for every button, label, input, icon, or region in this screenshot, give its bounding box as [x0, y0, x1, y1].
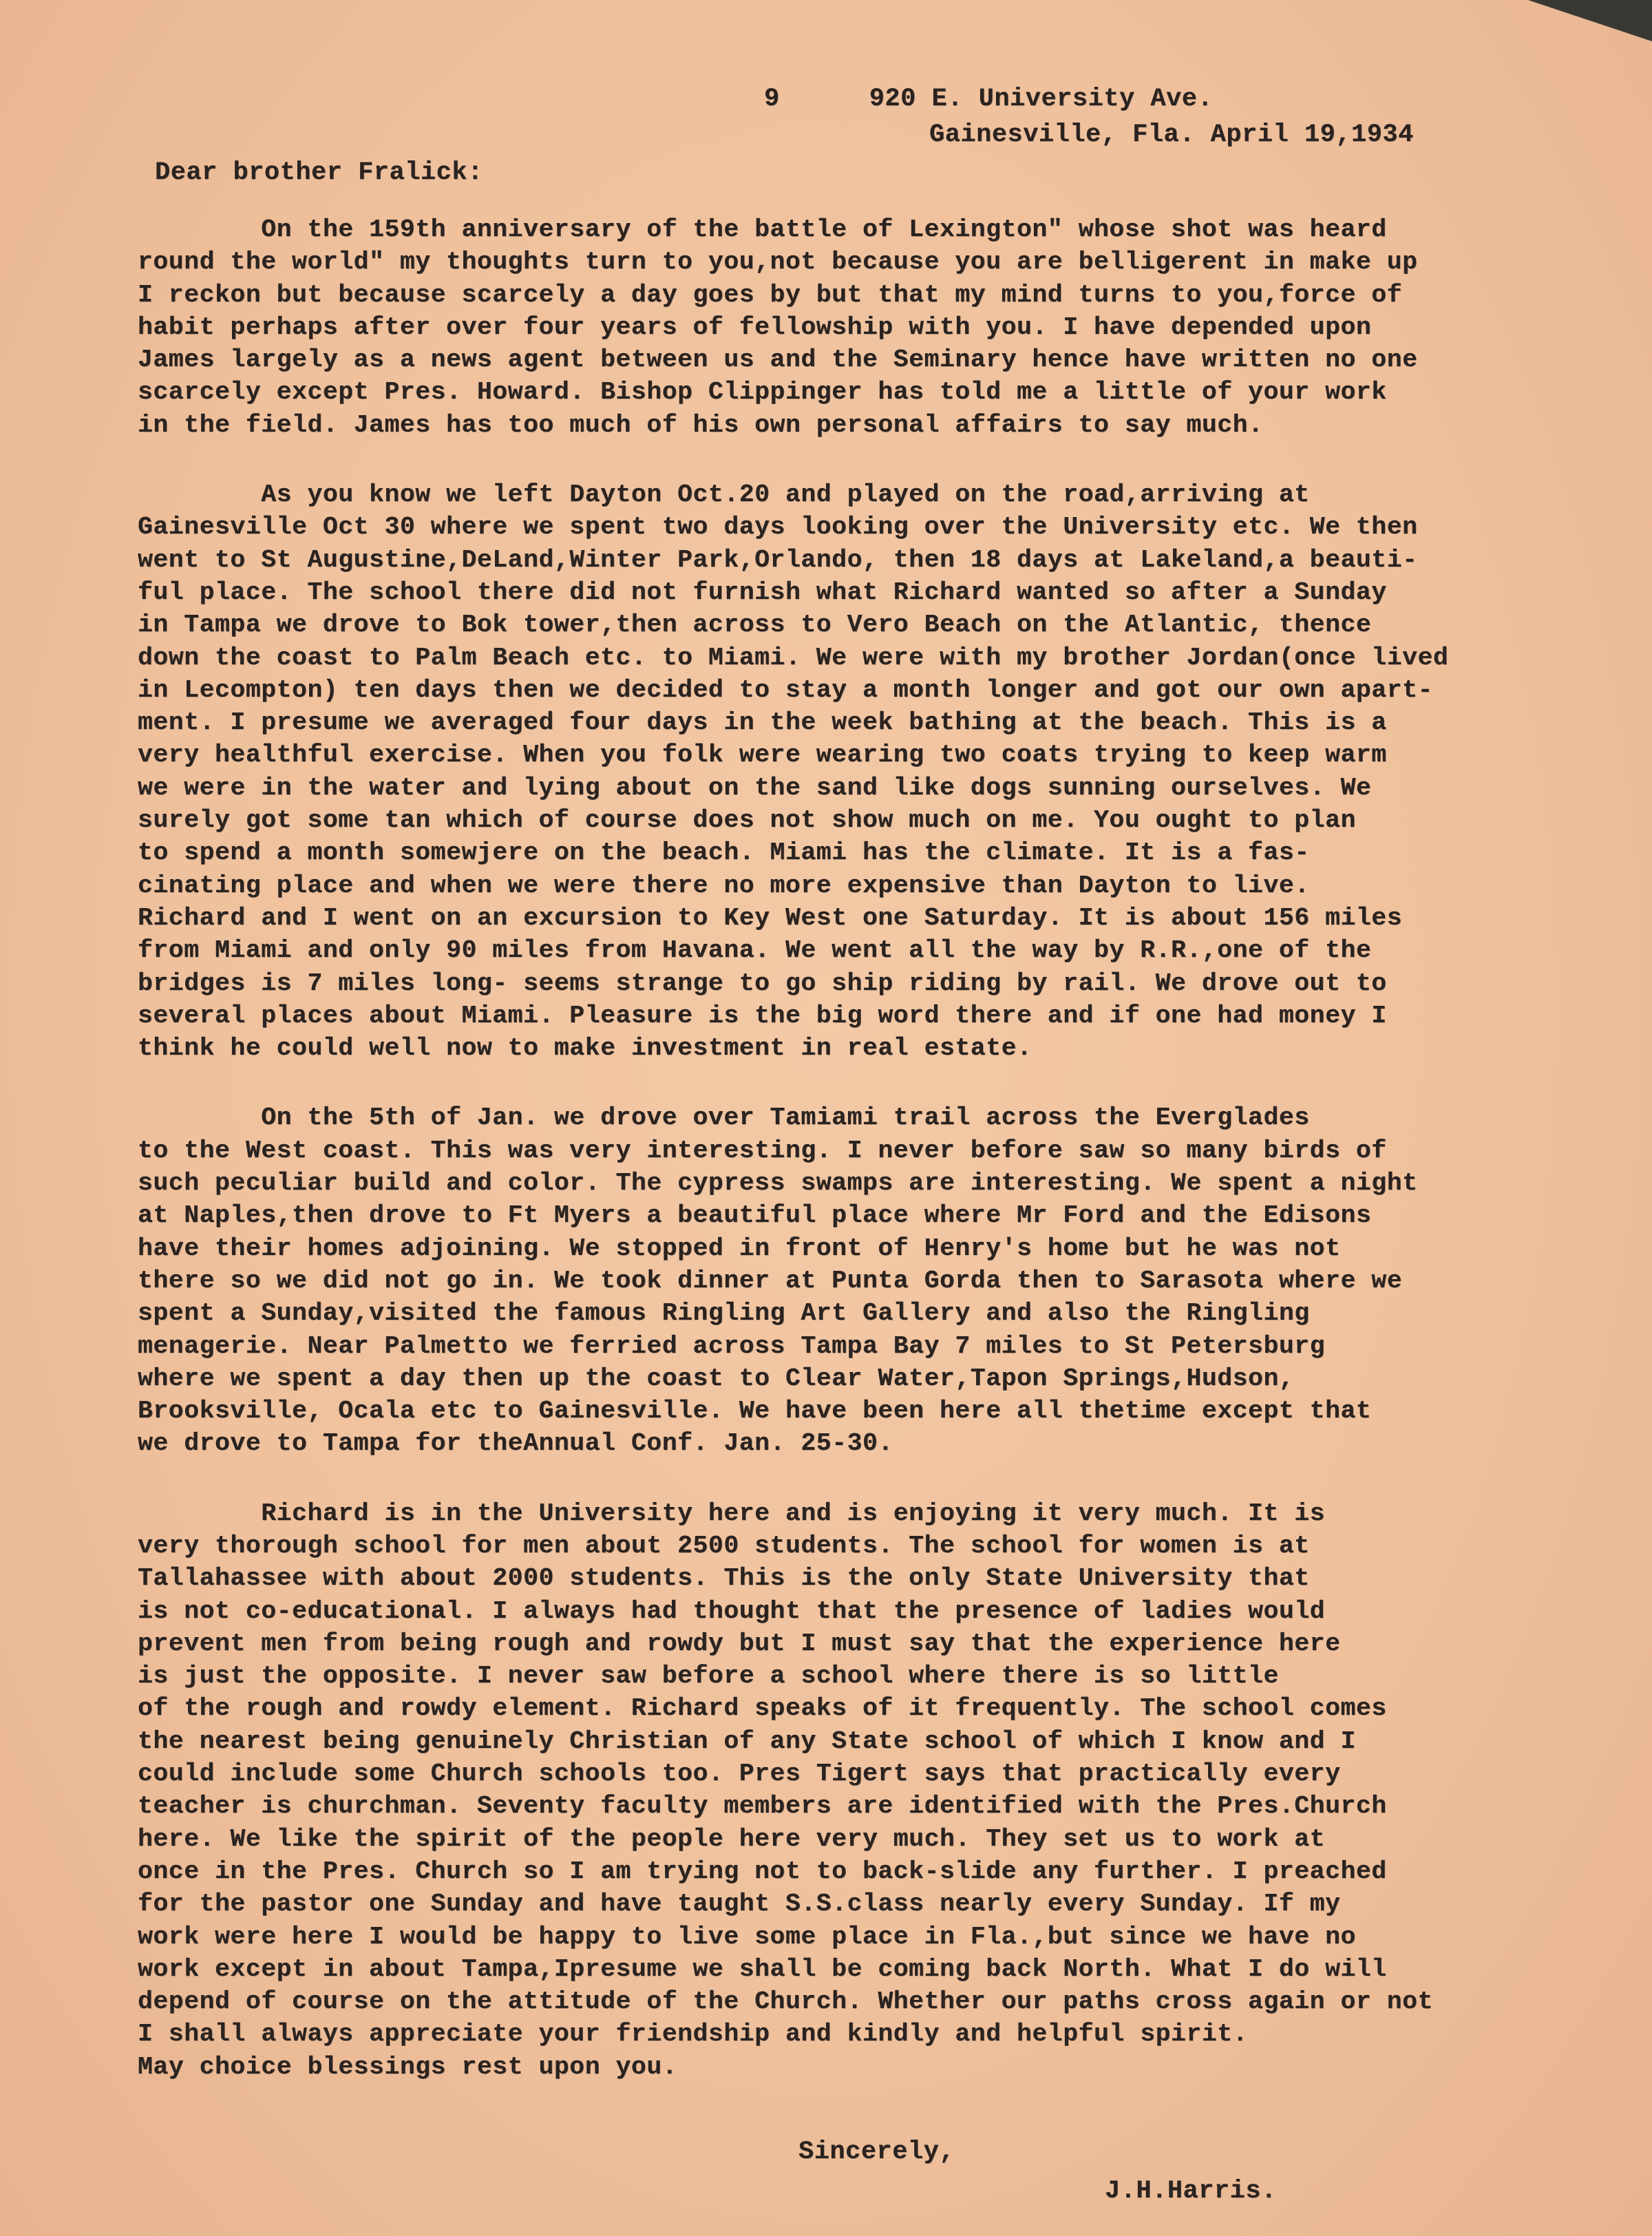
text-line: James largely as a news agent between us and the Seminary hence have written no one — [138, 346, 1418, 375]
text-line: Tallahassee with about 2000 students. This is the only State University that — [138, 1564, 1310, 1593]
text-line: in Tampa we drove to Bok tower,then across to Vero Beach on the Atlantic, thence — [138, 611, 1372, 640]
text-line: Gainesville Oct 30 where we spent two days looking over the University etc. We then — [138, 513, 1418, 542]
signature: J.H.Harris. — [1105, 2177, 1277, 2206]
text-line: Richard is in the University here and is enjoying it very much. It is — [138, 1499, 1326, 1528]
text-line: surely got some tan which of course does not show much on me. You ought to plan — [138, 806, 1356, 835]
text-line: where we spent a day then up the coast to Clear Water,Tapon Springs,Hudson, — [138, 1364, 1295, 1393]
paragraph-1 — [138, 213, 1549, 441]
text-line: ful place. The school there did not furnish what Richard wanted so after a Sunday — [138, 578, 1387, 607]
paragraph-2 — [138, 478, 1549, 1064]
heading-line-address — [764, 81, 1414, 117]
text-line: have their homes adjoining. We stopped in front of Henry's home but he was not — [138, 1234, 1341, 1263]
text-line: down the coast to Palm Beach etc. to Miami. We were with my brother Jordan(once lived — [138, 643, 1449, 672]
letter-body — [138, 213, 1549, 2120]
text-line: from Miami and only 90 miles from Havana. We went all the way by R.R.,one of the — [138, 936, 1372, 965]
text-line: is just the opposite. I never saw before a school where there is so little — [138, 1662, 1279, 1691]
text-line: at Naples,then drove to Ft Myers a beautiful place where Mr Ford and the Edisons — [138, 1201, 1372, 1230]
text-line: work were here I would be happy to live some place in Fla.,but since we have no — [138, 1922, 1356, 1951]
text-line: bridges is 7 miles long- seems strange to go ship riding by rail. We drove out to — [138, 969, 1387, 998]
text-line: cinating place and when we were there no more expensive than Dayton to live. — [138, 871, 1310, 900]
text-line: ment. I presume we averaged four days in the week bathing at the beach. This is a — [138, 708, 1387, 737]
text-line: prevent men from being rough and rowdy but I must say that the experience here — [138, 1629, 1341, 1658]
paragraph-3 — [138, 1101, 1549, 1459]
text-line: of the rough and rowdy element. Richard speaks of it frequently. The school comes — [138, 1694, 1387, 1723]
text-line: Brooksville, Ocala etc to Gainesville. We have been here all thetime except that — [138, 1397, 1372, 1426]
text-line: very thorough school for men about 2500 students. The school for women is at — [138, 1531, 1310, 1560]
text-line: to spend a month somewjere on the beach. Miami has the climate. It is a fas- — [138, 838, 1310, 867]
text-line: once in the Pres. Church so I am trying not to back-slide any further. I preached — [138, 1857, 1387, 1886]
text-line: is not co-educational. I always had thought that the presence of ladies would — [138, 1596, 1326, 1625]
text-line: very healthful exercise. When you folk were wearing two coats trying to keep warm — [138, 741, 1387, 770]
text-line: teacher is churchman. Seventy faculty members are identified with the Pres.Church — [138, 1792, 1387, 1821]
text-line: On the 159th anniversary of the battle of Lexington" whose shot was heard — [138, 215, 1387, 244]
text-line: we were in the water and lying about on the sand like dogs sunning ourselves. We — [138, 773, 1372, 802]
paragraph-4 — [138, 1497, 1549, 2083]
text-line: could include some Church schools too. Pres Tigert says that practically every — [138, 1760, 1341, 1789]
text-line: round the world" my thoughts turn to you,not because you are belligerent in make up — [138, 248, 1418, 277]
text-line: I shall always appreciate your friendship and kindly and helpful spirit. — [138, 2020, 1249, 2049]
text-line: Richard and I went on an excursion to Key West one Saturday. It is about 156 miles — [138, 903, 1403, 932]
text-line: there so we did not go in. We took dinner at Punta Gorda then to Sarasota where we — [138, 1266, 1403, 1295]
text-line: I reckon but because scarcely a day goes by but that my mind turns to you,force of — [138, 280, 1403, 309]
salutation: Dear brother Fralick: — [155, 158, 483, 187]
text-line: here. We like the spirit of the people here very much. They set us to work at — [138, 1824, 1326, 1853]
text-line: we drove to Tampa for theAnnual Conf. Jan. 25-30. — [138, 1429, 893, 1458]
text-line: went to St Augustine,DeLand,Winter Park,Orlando, then 18 days at Lakeland,a beauti- — [138, 545, 1418, 574]
text-line: scarcely except Pres. Howard. Bishop Clippinger has told me a little of your work — [138, 378, 1387, 407]
place-date: Gainesville, Fla. April 19,1934 — [929, 120, 1414, 149]
text-line: think he could well now to make investment in real estate. — [138, 1034, 1032, 1063]
text-line: depend of course on the attitude of the Church. Whether our paths cross again or not — [138, 1987, 1433, 2016]
text-line: spent a Sunday,visited the famous Ringling Art Gallery and also the Ringling — [138, 1299, 1310, 1328]
page-mark: 9 — [764, 85, 780, 114]
text-line: On the 5th of Jan. we drove over Tamiami trail across the Everglades — [138, 1104, 1310, 1132]
torn-corner — [1528, 0, 1652, 41]
text-line: in the field. James has too much of his own personal affairs to say much. — [138, 410, 1264, 439]
text-line: habit perhaps after over four years of fellowship with you. I have depended upon — [138, 313, 1372, 341]
text-line: to the West coast. This was very interesting. I never before saw so many birds of — [138, 1136, 1387, 1165]
text-line: work except in about Tampa,Ipresume we shall be coming back North. What I do will — [138, 1954, 1387, 1983]
text-line: menagerie. Near Palmetto we ferried across Tampa Bay 7 miles to St Petersburg — [138, 1331, 1326, 1360]
text-line: the nearest being genuinely Christian of any State school of which I know and I — [138, 1727, 1356, 1755]
sender-address: 920 E. University Ave. — [869, 85, 1214, 114]
text-line: for the pastor one Sunday and have taught S.S.class nearly every Sunday. If my — [138, 1890, 1341, 1919]
text-line: such peculiar build and color. The cypress swamps are interesting. We spent a night — [138, 1169, 1418, 1198]
text-line: in Lecompton) ten days then we decided to stay a month longer and got our own apart- — [138, 675, 1433, 704]
text-line: May choice blessings rest upon you. — [138, 2052, 678, 2081]
closing: Sincerely, — [798, 2138, 955, 2166]
letter-heading — [764, 81, 1414, 153]
text-line: As you know we left Dayton Oct.20 and played on the road,arriving at — [138, 481, 1310, 509]
text-line: several places about Miami. Pleasure is the big word there and if one had money I — [138, 1001, 1387, 1030]
